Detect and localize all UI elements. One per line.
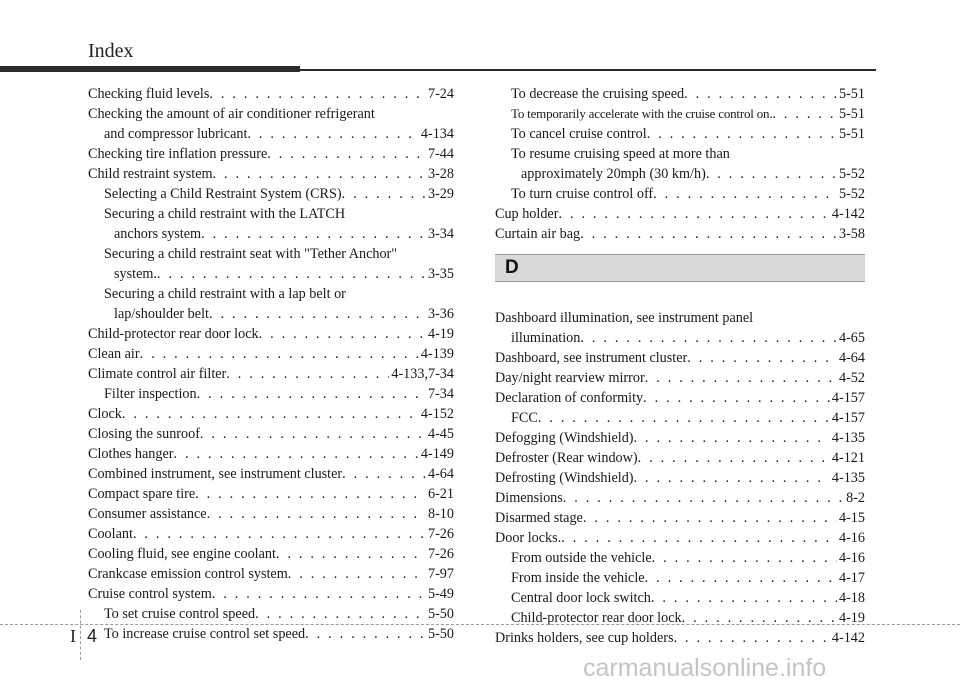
dot-leader — [638, 448, 830, 468]
entry-page-ref: 7-34 — [427, 386, 454, 402]
index-entry — [88, 324, 454, 344]
entry-page-ref: 5-49 — [427, 586, 454, 602]
dot-leader — [563, 488, 844, 508]
dot-leader — [674, 628, 830, 648]
dot-leader — [276, 544, 426, 564]
dot-leader — [706, 164, 837, 184]
entry-page-ref: 6-21 — [427, 486, 454, 502]
entry-term: Crankcase emission control system — [88, 566, 288, 582]
dot-leader — [195, 484, 426, 504]
index-entries-d — [495, 308, 865, 648]
dot-leader — [209, 84, 426, 104]
index-entry — [88, 424, 454, 444]
dot-leader — [247, 124, 418, 144]
entry-page-ref: 4-157 — [831, 410, 865, 426]
index-entry — [495, 408, 865, 428]
entry-page-ref: 4-16 — [838, 530, 865, 546]
entry-term: Closing the sunroof — [88, 426, 200, 442]
entry-term: Dimensions — [495, 490, 563, 506]
entry-page-ref: 4-65 — [838, 330, 865, 346]
entry-term: Clock — [88, 406, 122, 422]
index-entry — [495, 488, 865, 508]
dot-leader — [133, 524, 426, 544]
entry-term: From inside the vehicle — [511, 570, 645, 586]
index-entry — [495, 84, 865, 104]
entry-page-ref: 4-45 — [427, 426, 454, 442]
entry-term: Combined instrument, see instrument cluster — [88, 466, 343, 482]
entry-term: Climate control air filter — [88, 366, 227, 382]
index-entry — [88, 604, 454, 624]
entry-term: Disarmed stage — [495, 510, 583, 526]
entry-term: Child-protector rear door lock — [88, 326, 259, 342]
entry-term: To turn cruise control off — [511, 186, 654, 202]
dot-leader — [267, 144, 426, 164]
entry-term: To set cruise control speed — [104, 606, 256, 622]
dot-leader — [174, 444, 419, 464]
entry-page-ref: 3-36 — [427, 306, 454, 322]
entry-term: Cooling fluid, see engine coolant — [88, 546, 276, 562]
entry-page-ref: 4-121 — [831, 450, 865, 466]
index-entry — [88, 124, 454, 144]
index-entry — [495, 104, 865, 124]
entry-page-ref: 7-26 — [427, 526, 454, 542]
entry-term: To increase cruise control set speed — [104, 626, 306, 642]
index-entry — [495, 184, 865, 204]
entry-page-ref: 4-64 — [427, 466, 454, 482]
index-entry — [88, 524, 454, 544]
index-entry — [495, 608, 865, 628]
entry-term: To temporarily accelerate with the cruise control on. — [511, 106, 773, 121]
dot-leader — [342, 464, 426, 484]
entry-page-ref: 5-50 — [427, 626, 454, 642]
index-entry — [495, 164, 865, 184]
dot-leader — [558, 204, 829, 224]
index-entry — [495, 568, 865, 588]
entry-page-ref: 7-97 — [427, 566, 454, 582]
entry-page-ref: 5-51 — [838, 126, 865, 142]
index-entry-line: Securing a child restraint with the LATCH — [104, 206, 346, 222]
index-entry — [495, 124, 865, 144]
entry-page-ref: 3-58 — [838, 226, 865, 242]
dot-leader — [561, 528, 837, 548]
dot-leader — [652, 548, 837, 568]
entry-term: Cup holder — [495, 206, 559, 222]
index-entry-line: Securing a child restraint seat with "Tether Anchor" — [104, 246, 398, 262]
index-entry — [495, 204, 865, 224]
entry-term: Coolant — [88, 526, 133, 542]
entry-term: Door locks. — [495, 530, 562, 546]
dot-leader — [201, 224, 426, 244]
entry-term: system. — [114, 266, 157, 282]
entry-page-ref: 7-44 — [427, 146, 454, 162]
dot-leader — [634, 468, 830, 488]
entry-page-ref: 4-17 — [838, 570, 865, 586]
index-entry — [88, 84, 454, 104]
index-entry — [88, 304, 454, 324]
index-entry — [88, 344, 454, 364]
index-entry — [88, 464, 454, 484]
dot-leader — [647, 124, 837, 144]
footer-rule — [0, 624, 960, 625]
entry-term: Dashboard, see instrument cluster — [495, 350, 688, 366]
index-entry — [88, 224, 454, 244]
index-entry — [88, 404, 454, 424]
entry-page-ref: 4-19 — [427, 326, 454, 342]
entry-page-ref: 3-34 — [427, 226, 454, 242]
entry-page-ref: 4-16 — [838, 550, 865, 566]
index-entry-line: Checking the amount of air conditioner refrigerant — [88, 106, 375, 122]
entry-term: approximately 20mph (30 km/h) — [521, 166, 706, 182]
entry-term: Central door lock switch — [511, 590, 651, 606]
index-entry — [88, 164, 454, 184]
index-entry — [495, 428, 865, 448]
entry-page-ref: 4-134 — [420, 126, 454, 142]
index-entries-c — [495, 84, 865, 244]
dot-leader — [226, 364, 389, 384]
index-entry — [495, 448, 865, 468]
entry-page-ref: 4-64 — [838, 350, 865, 366]
entry-page-ref: 4-133,7-34 — [391, 366, 454, 382]
entry-page-ref: 4-142 — [831, 206, 865, 222]
index-entry — [495, 628, 865, 648]
index-entry — [495, 548, 865, 568]
entry-term: Child-protector rear door lock — [511, 610, 682, 626]
entry-term: From outside the vehicle — [511, 550, 652, 566]
index-entry — [495, 468, 865, 488]
dot-leader — [288, 564, 426, 584]
footer-section-letter: I — [70, 626, 76, 646]
dot-leader — [653, 184, 837, 204]
index-entry — [88, 504, 454, 524]
entry-term: Defogging (Windshield) — [495, 430, 634, 446]
dot-leader — [122, 404, 419, 424]
entry-term: To decrease the cruising speed — [511, 86, 685, 102]
entry-page-ref: 4-135 — [831, 470, 865, 486]
entry-page-ref: 5-51 — [838, 86, 865, 102]
entry-term: Declaration of conformity — [495, 390, 644, 406]
entry-term: Defroster (Rear window) — [495, 450, 638, 466]
index-entry — [88, 484, 454, 504]
dot-leader — [305, 624, 426, 644]
index-entry-line: To resume cruising speed at more than — [511, 146, 730, 162]
entry-page-ref: 4-135 — [831, 430, 865, 446]
dot-leader — [643, 388, 830, 408]
dot-leader — [684, 84, 837, 104]
entry-term: Checking fluid levels — [88, 86, 210, 102]
index-entry — [495, 508, 865, 528]
dot-leader — [687, 348, 837, 368]
dot-leader — [200, 424, 426, 444]
index-entry — [88, 184, 454, 204]
dot-leader — [212, 584, 426, 604]
page-header-title: Index — [88, 40, 134, 62]
index-entry — [495, 224, 865, 244]
entry-page-ref: 4-18 — [838, 590, 865, 606]
footer-page-number: 4 — [87, 626, 98, 646]
index-entry-line: Securing a child restraint with a lap belt or — [104, 286, 346, 302]
index-entry — [88, 144, 454, 164]
entry-page-ref: 7-26 — [427, 546, 454, 562]
entry-term: To cancel cruise control — [511, 126, 647, 142]
dot-leader — [197, 384, 426, 404]
entry-page-ref: 7-24 — [427, 86, 454, 102]
entry-term: Day/night rearview mirror — [495, 370, 645, 386]
entry-term: lap/shoulder belt — [114, 306, 209, 322]
index-entry — [88, 444, 454, 464]
section-letter: D — [505, 257, 519, 278]
entry-page-ref: 5-50 — [427, 606, 454, 622]
entry-page-ref: 4-15 — [838, 510, 865, 526]
dot-leader — [213, 164, 426, 184]
dot-leader — [580, 328, 837, 348]
entry-page-ref: 3-29 — [427, 186, 454, 202]
index-entry — [88, 364, 454, 384]
dot-leader — [140, 344, 419, 364]
entry-term: anchors system — [114, 226, 202, 242]
index-entry — [495, 328, 865, 348]
index-entry — [495, 588, 865, 608]
footer-divider — [80, 610, 81, 660]
dot-leader — [651, 588, 837, 608]
entry-page-ref: 3-35 — [427, 266, 454, 282]
entry-term: FCC — [511, 410, 538, 426]
index-entry — [495, 368, 865, 388]
dot-leader — [645, 368, 837, 388]
entry-page-ref: 8-2 — [846, 490, 865, 506]
index-entry — [88, 564, 454, 584]
index-entry — [88, 264, 454, 284]
index-entry — [495, 348, 865, 368]
entry-term: illumination — [511, 330, 581, 346]
dot-leader — [772, 104, 837, 124]
section-header-d — [495, 254, 865, 282]
entry-page-ref: 4-152 — [420, 406, 454, 422]
index-entry — [495, 528, 865, 548]
dot-leader — [634, 428, 830, 448]
dot-leader — [342, 184, 426, 204]
entry-page-ref: 4-157 — [831, 390, 865, 406]
index-column-left — [88, 84, 454, 644]
entry-page-ref: 5-52 — [838, 166, 865, 182]
watermark-text: carmanualsonline.info — [583, 654, 827, 682]
index-entry-line: Dashboard illumination, see instrument panel — [495, 310, 754, 326]
entry-term: Selecting a Child Restraint System (CRS) — [104, 186, 342, 202]
entry-term: Defrosting (Windshield) — [495, 470, 634, 486]
entry-page-ref: 4-149 — [420, 446, 454, 462]
dot-leader — [580, 224, 837, 244]
entry-term: Curtain air bag — [495, 226, 581, 242]
entry-page-ref: 3-28 — [427, 166, 454, 182]
dot-leader — [255, 604, 426, 624]
index-column-right — [495, 84, 865, 648]
entry-term: Child restraint system — [88, 166, 213, 182]
dot-leader — [538, 408, 830, 428]
header-rule-thick — [0, 66, 300, 72]
entry-page-ref: 8-10 — [427, 506, 454, 522]
entry-term: Clean air — [88, 346, 140, 362]
index-entry — [88, 624, 454, 644]
entry-page-ref: 4-139 — [420, 346, 454, 362]
entry-term: Drinks holders, see cup holders — [495, 630, 674, 646]
dot-leader — [209, 304, 426, 324]
index-entry — [88, 584, 454, 604]
entry-term: Checking tire inflation pressure — [88, 146, 268, 162]
entry-term: Filter inspection — [104, 386, 197, 402]
entry-term: Clothes hanger — [88, 446, 174, 462]
entry-page-ref: 5-52 — [838, 186, 865, 202]
header-rule-thin — [300, 69, 876, 71]
dot-leader — [583, 508, 837, 528]
index-entry — [88, 384, 454, 404]
index-entry — [495, 388, 865, 408]
entry-page-ref: 5-51 — [838, 106, 865, 122]
entry-term: Cruise control system — [88, 586, 212, 602]
dot-leader — [682, 608, 837, 628]
dot-leader — [259, 324, 426, 344]
dot-leader — [157, 264, 426, 284]
entry-page-ref: 4-19 — [838, 610, 865, 626]
index-entry — [88, 544, 454, 564]
dot-leader — [207, 504, 426, 524]
entry-term: and compressor lubricant — [104, 126, 248, 142]
entry-page-ref: 4-52 — [838, 370, 865, 386]
entry-page-ref: 4-142 — [831, 630, 865, 646]
entry-term: Compact spare tire — [88, 486, 196, 502]
dot-leader — [645, 568, 837, 588]
entry-term: Consumer assistance — [88, 506, 207, 522]
